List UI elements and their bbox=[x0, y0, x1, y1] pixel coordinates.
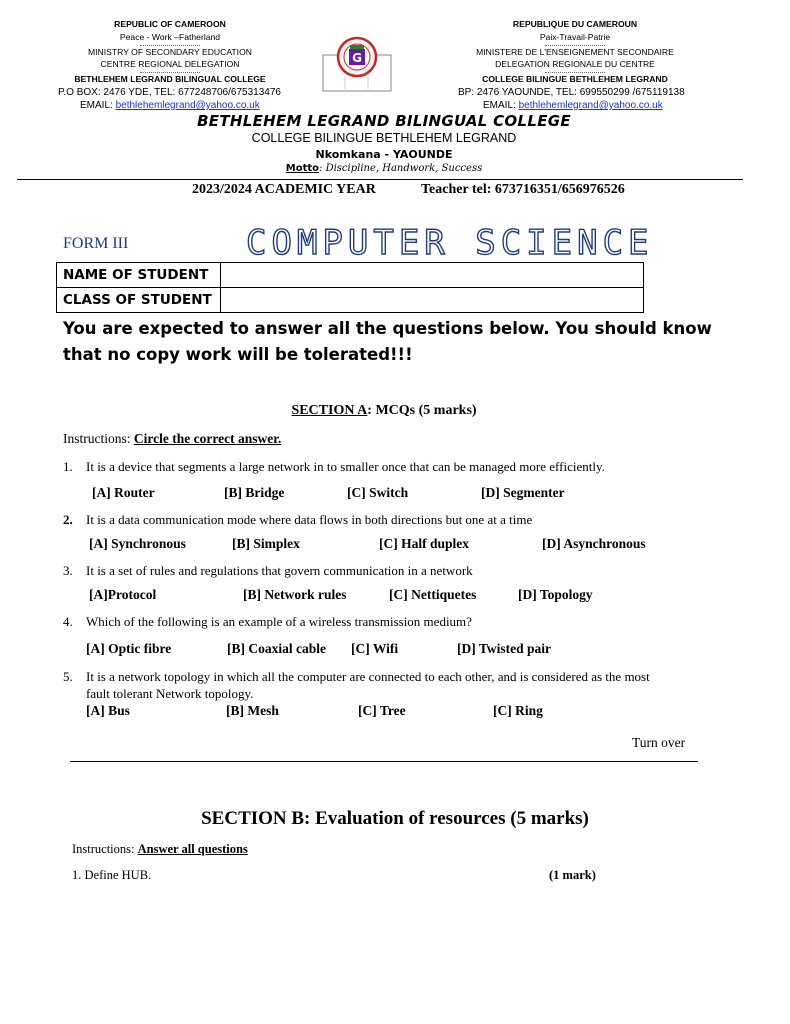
section-b-instructions bbox=[72, 842, 248, 857]
option-c[interactable]: [C] Half duplex bbox=[379, 536, 470, 551]
academic-year: 2023/2024 ACADEMIC YEAR bbox=[192, 182, 376, 197]
po-box: P.O BOX: 2476 YDE, TEL: 677248706/675313476 bbox=[58, 87, 281, 98]
question-text: It is a network topology in which all the computer are connected to each other, and is considered as the most bbox=[86, 669, 650, 684]
ministry-en: MINISTRY OF SECONDARY EDUCATION bbox=[88, 46, 252, 57]
question-number: 5. bbox=[63, 669, 73, 684]
delegation-en: CENTRE REGIONAL DELEGATION bbox=[100, 59, 240, 70]
form-level: FORM III bbox=[63, 235, 129, 252]
instructions-label: Instructions: bbox=[72, 842, 138, 856]
teacher-tel: Teacher tel: 673716351/656976526 bbox=[421, 182, 625, 197]
ministry-fr: MINISTERE DE L'ENSEIGNEMENT SECONDAIRE bbox=[476, 46, 674, 57]
bp-fr: BP: 2476 YAOUNDE, TEL: 699550299 /675119138 bbox=[458, 87, 685, 98]
option-c[interactable]: [C] Tree bbox=[358, 703, 406, 718]
instructions-text: Circle the correct answer. bbox=[133, 431, 282, 446]
delegation-fr: DELEGATION REGIONALE DU CENTRE bbox=[495, 59, 655, 70]
question-number: 3. bbox=[63, 563, 73, 578]
question-3 bbox=[63, 563, 473, 579]
question-text: It is a set of rules and regulations that govern communication in a network bbox=[86, 563, 473, 578]
section-a-subtitle: : MCQs (5 marks) bbox=[367, 403, 477, 418]
turn-over: Turn over bbox=[632, 735, 686, 750]
email-left-row bbox=[80, 100, 260, 113]
question-5-continued: fault tolerant Network topology. bbox=[86, 686, 254, 701]
option-c[interactable]: [C] Wifi bbox=[351, 641, 399, 656]
school-motto bbox=[0, 163, 768, 174]
question-1 bbox=[63, 459, 605, 475]
class-field[interactable] bbox=[221, 288, 644, 313]
question-text: It is a data communication mode where data flows in both directions but one at a time bbox=[86, 512, 533, 527]
table-row bbox=[57, 288, 644, 313]
expectation-notice: You are expected to answer all the questions below. You should know that no copy work will be tolerated!!! bbox=[63, 319, 712, 364]
email-label: EMAIL: bbox=[483, 100, 516, 111]
college-en: BETHLEHEM LEGRAND BILINGUAL COLLEGE bbox=[74, 74, 266, 85]
section-divider bbox=[70, 761, 698, 762]
question-number: 4. bbox=[63, 614, 73, 629]
question-5 bbox=[63, 669, 650, 685]
svg-text:G: G bbox=[352, 51, 362, 65]
section-a-title: SECTION A bbox=[291, 403, 368, 418]
motto-value: : Discipline, Handwork, Success bbox=[319, 163, 483, 174]
question-b1: 1. Define HUB. bbox=[72, 868, 152, 882]
student-info-table bbox=[56, 262, 644, 313]
email-link-left[interactable]: bethlehemlegrand@yahoo.co.uk bbox=[115, 100, 260, 111]
option-d[interactable]: [D] Topology bbox=[518, 587, 593, 602]
country-fr: REPUBLIQUE DU CAMEROUN bbox=[512, 19, 638, 29]
school-name: BETHLEHEM LEGRAND BILINGUAL COLLEGE bbox=[197, 112, 571, 130]
option-b[interactable]: [B] Mesh bbox=[226, 703, 279, 718]
instructions-text: Answer all questions bbox=[137, 842, 248, 856]
section-a-instructions bbox=[63, 431, 281, 447]
class-label: CLASS OF STUDENT bbox=[57, 288, 221, 313]
name-label: NAME OF STUDENT bbox=[57, 263, 221, 288]
option-d[interactable]: [D] Twisted pair bbox=[457, 641, 551, 656]
subject-title bbox=[246, 222, 654, 263]
option-a[interactable]: [A] Synchronous bbox=[89, 536, 186, 551]
option-a[interactable]: [A] Bus bbox=[86, 703, 130, 718]
question-b1-marks: (1 mark) bbox=[549, 868, 596, 882]
school-location: Nkomkana - YAOUNDE bbox=[315, 148, 453, 161]
country-en: REPUBLIC OF CAMEROON bbox=[114, 19, 226, 29]
option-b[interactable]: [B] Network rules bbox=[243, 587, 347, 602]
option-d[interactable]: [D] Asynchronous bbox=[542, 536, 646, 551]
subject-title-text: COMPUTER SCIENCE bbox=[246, 223, 654, 263]
section-b-heading: SECTION B: Evaluation of resources (5 marks) bbox=[201, 808, 589, 829]
national-motto-en: Peace - Work –Fatherland bbox=[119, 31, 221, 42]
question-4 bbox=[63, 614, 472, 630]
email-label: EMAIL: bbox=[80, 100, 113, 111]
option-d[interactable]: [C] Ring bbox=[493, 703, 543, 718]
section-a-heading bbox=[0, 403, 768, 419]
question-number: 1. bbox=[63, 459, 73, 474]
question-2 bbox=[63, 512, 532, 528]
option-c[interactable]: [C] Switch bbox=[347, 485, 409, 500]
option-a[interactable]: [A]Protocol bbox=[89, 587, 157, 602]
question-number: 2. bbox=[63, 512, 73, 527]
option-a[interactable]: [A] Router bbox=[92, 485, 155, 500]
college-fr: COLLEGE BILINGUE BETHLEHEM LEGRAND bbox=[482, 74, 668, 85]
option-b[interactable]: [B] Coaxial cable bbox=[227, 641, 326, 656]
option-c[interactable]: [C] Nettiquetes bbox=[389, 587, 477, 602]
school-logo bbox=[322, 37, 392, 93]
school-name-fr: COLLEGE BILINGUE BETHLEHEM LEGRAND bbox=[251, 131, 517, 145]
option-d[interactable]: [D] Segmenter bbox=[481, 485, 565, 500]
table-row bbox=[57, 263, 644, 288]
question-text: Which of the following is an example of a wireless transmission medium? bbox=[86, 614, 472, 629]
header-right bbox=[470, 18, 680, 86]
option-a[interactable]: [A] Optic fibre bbox=[86, 641, 172, 656]
option-b[interactable]: [B] Bridge bbox=[224, 485, 285, 500]
option-b[interactable]: [B] Simplex bbox=[232, 536, 300, 551]
national-motto-fr: Paix-Travail-Patrie bbox=[539, 31, 611, 42]
header-rule bbox=[17, 179, 743, 180]
header-left bbox=[60, 18, 280, 86]
email-right-row bbox=[483, 100, 663, 113]
email-link-right[interactable]: bethlehemlegrand@yahoo.co.uk bbox=[518, 100, 663, 111]
name-field[interactable] bbox=[221, 263, 644, 288]
instructions-label: Instructions: bbox=[63, 431, 134, 446]
question-text: It is a device that segments a large network in to smaller once that can be managed more efficiently. bbox=[86, 459, 605, 474]
motto-label: Motto bbox=[285, 163, 320, 174]
